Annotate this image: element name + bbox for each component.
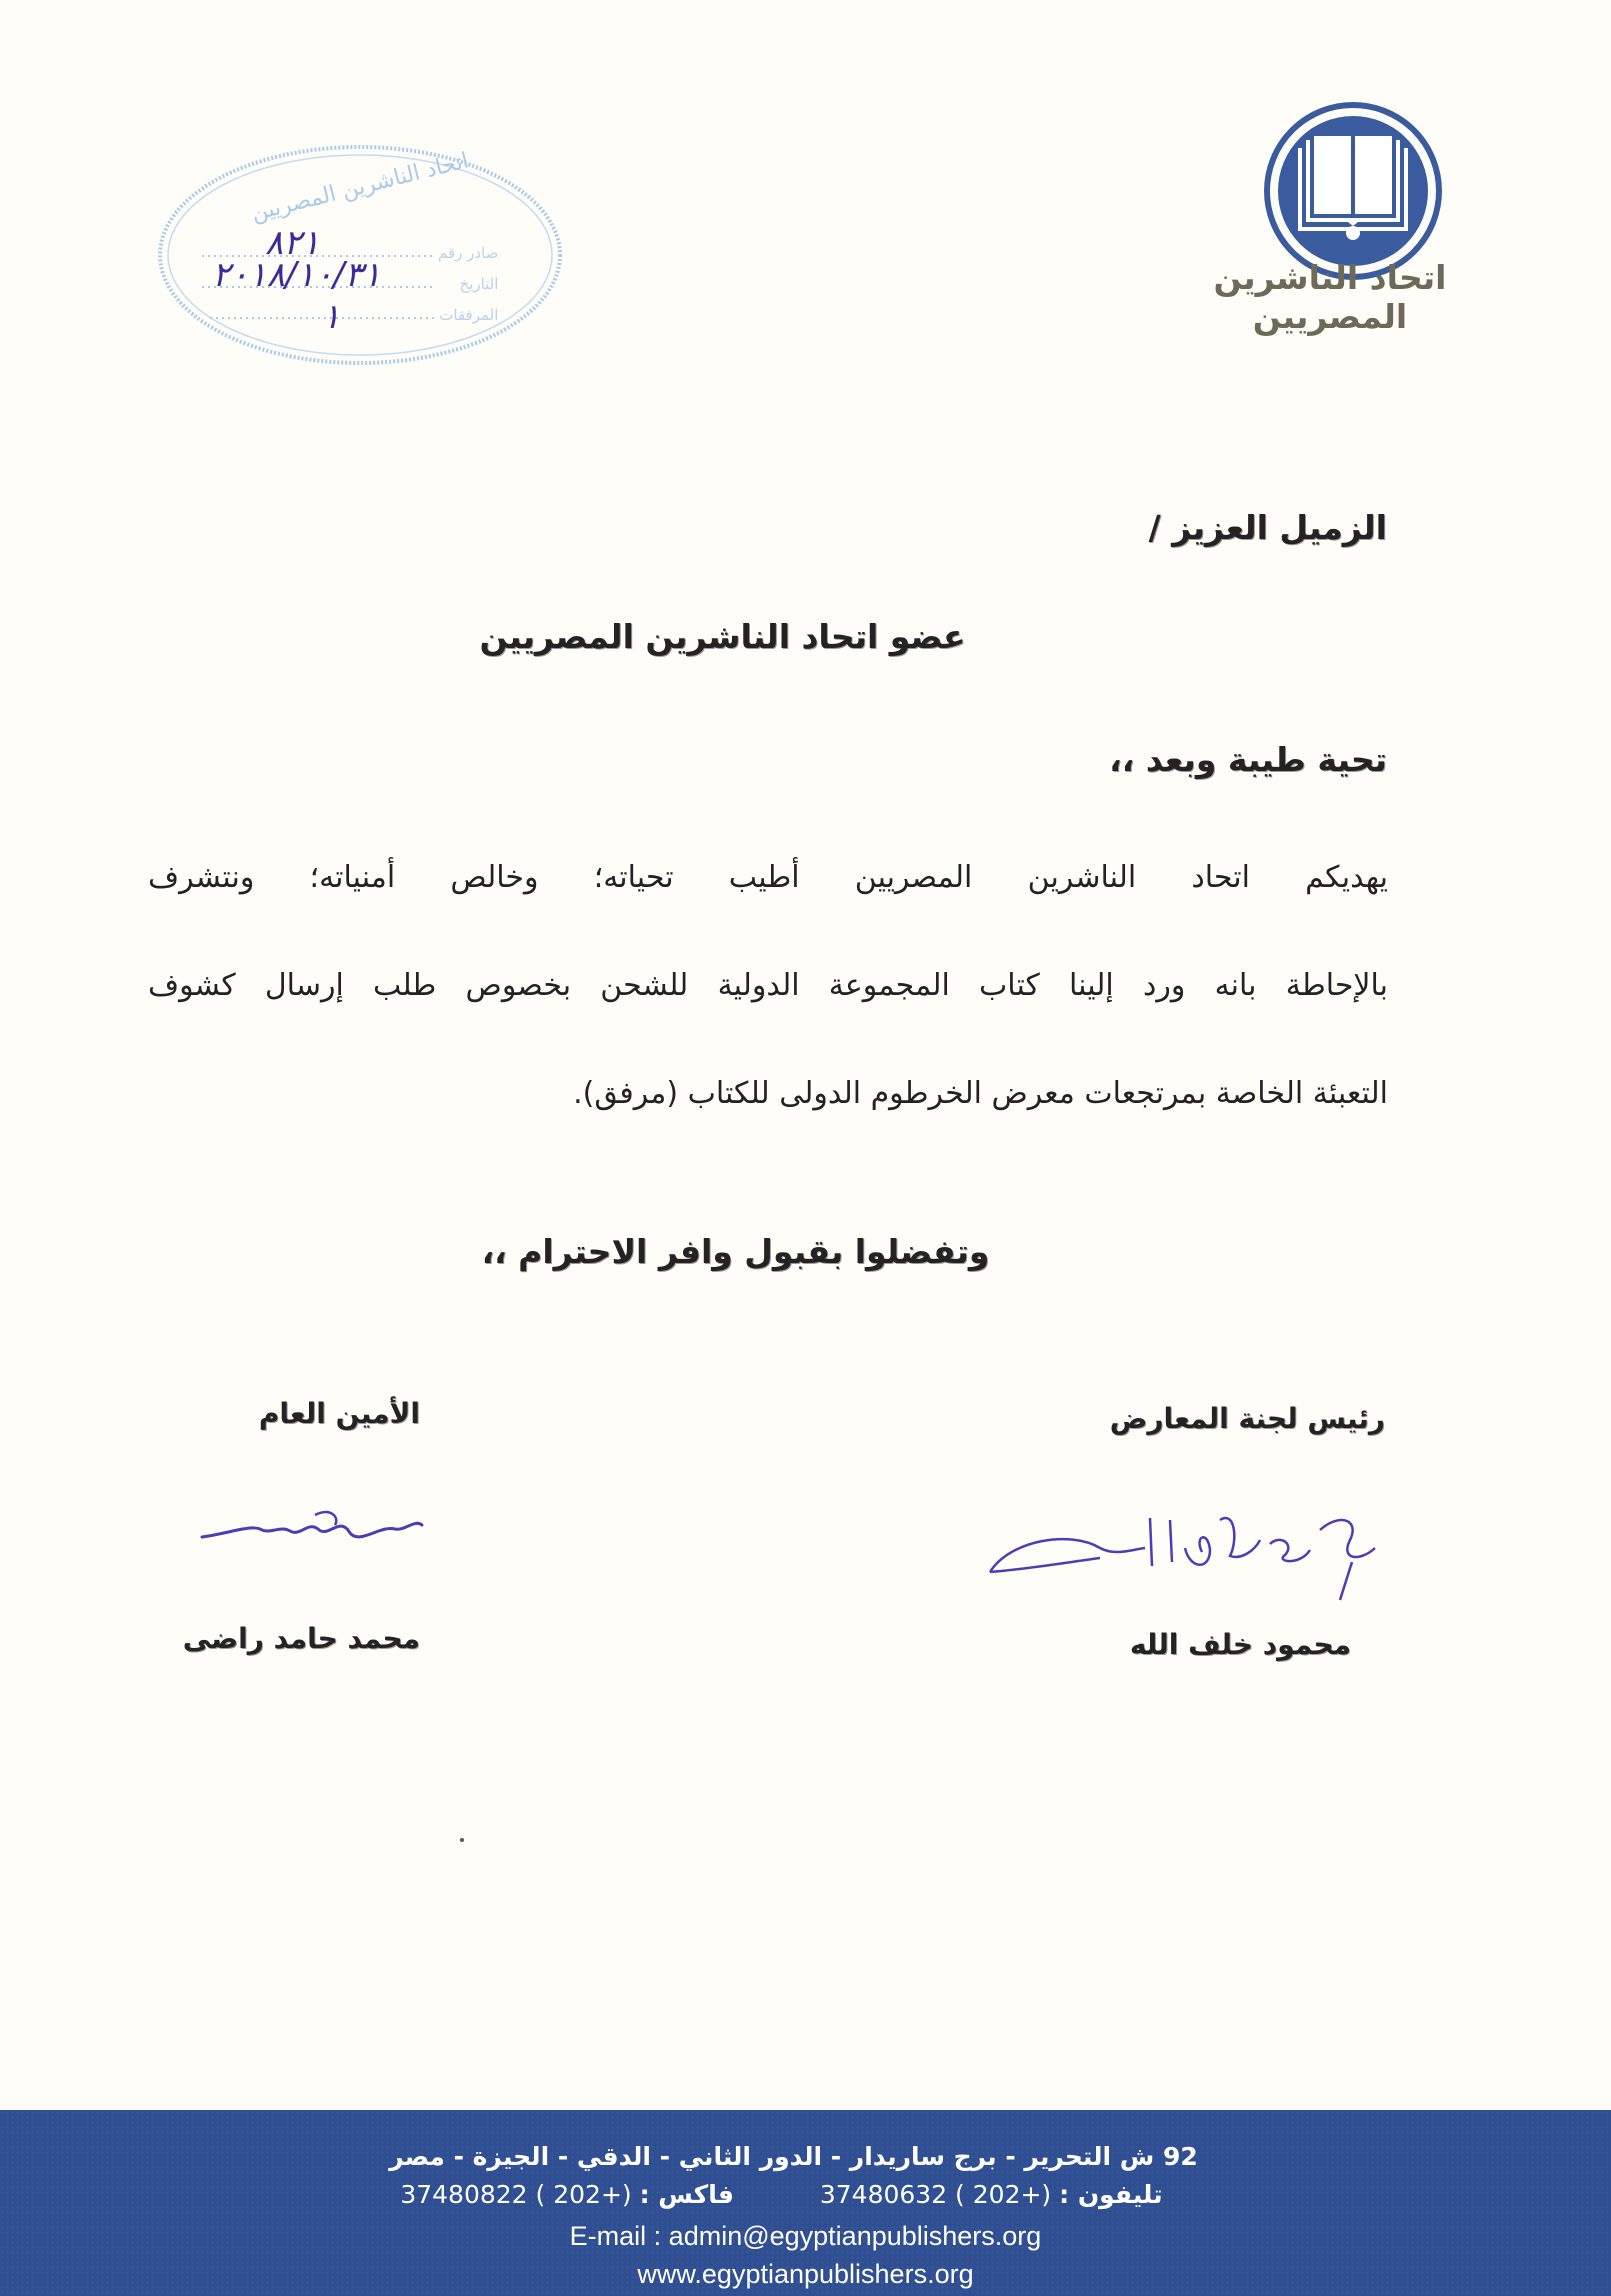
signatory-title-secretary-general: الأمين العام: [258, 1397, 420, 1430]
phone-label: تليفون :: [1059, 2180, 1163, 2209]
stamp-field: صادر رقم: [438, 244, 499, 262]
stamp-field: التاريخ: [459, 275, 499, 293]
stamp-attachments: ١: [322, 297, 341, 337]
recipient-text: عضو اتحاد الناشرين المصريين: [479, 617, 966, 656]
stamp-field: المرفقات: [439, 306, 499, 324]
footer-address: [0, 2142, 1611, 2171]
stamp-fields: [438, 238, 498, 331]
footer-email[interactable]: E-mail : admin@egyptianpublishers.org: [569, 2221, 1042, 2251]
handwritten-signature-chairman: [980, 1500, 1400, 1610]
signatory-title-exhibitions: رئيس لجنة المعارض: [1109, 1402, 1385, 1435]
stamp-number: ٨٢١: [265, 223, 320, 263]
org-name: اتحاد الناشرين المصريين: [1213, 258, 1447, 336]
closing-line: [0, 1232, 1611, 1271]
greeting: تحية طيبة وبعد ،،: [1109, 740, 1387, 779]
body-line: التعبئة الخاصة بمرتجعات معرض الخرطوم الدولى للكتاب (مرفق).: [573, 1076, 1388, 1111]
fax-number: 37480822 ( 202+): [400, 2180, 632, 2209]
footer-website[interactable]: www.egyptianpublishers.org: [637, 2259, 974, 2289]
fax-label: فاكس :: [639, 2180, 734, 2209]
stamp-date: ٢٠١٨/١٠/٣١: [212, 255, 382, 295]
closing-text: وتفضلوا بقبول وافر الاحترام ،،: [481, 1232, 990, 1271]
letterhead-footer: [0, 2110, 1611, 2296]
incoming-stamp: [150, 135, 570, 375]
address-text: 92 ش التحرير - برج ساريدار - الدور الثاني - الدقي - الجيزة - مصر: [389, 2142, 1198, 2171]
signatory-name-secretary: محمد حامد راضى: [182, 1622, 420, 1655]
letter-body: [148, 848, 1388, 1172]
recipient-line: [0, 617, 1611, 656]
phone-number: 37480632 ( 202+): [819, 2180, 1052, 2209]
body-line: يهديكم اتحاد الناشرين المصريين أطيب تحياته؛ وخالص أمنياته؛ ونتشرف: [148, 860, 1388, 895]
paper-speck: [460, 1838, 464, 1842]
body-line: بالإحاطة بانه ورد إلينا كتاب المجموعة الدولية للشحن بخصوص طلب إرسال كشوف: [148, 968, 1388, 1003]
stamp-org-text: اتحاد الناشرين المصريين: [248, 148, 472, 227]
signatory-name-chairman: محمود خلف الله: [1129, 1628, 1351, 1661]
footer-phones: [0, 2180, 1611, 2209]
salutation: الزميل العزيز /: [1148, 508, 1387, 547]
handwritten-signature-secretary: [190, 1495, 430, 1565]
